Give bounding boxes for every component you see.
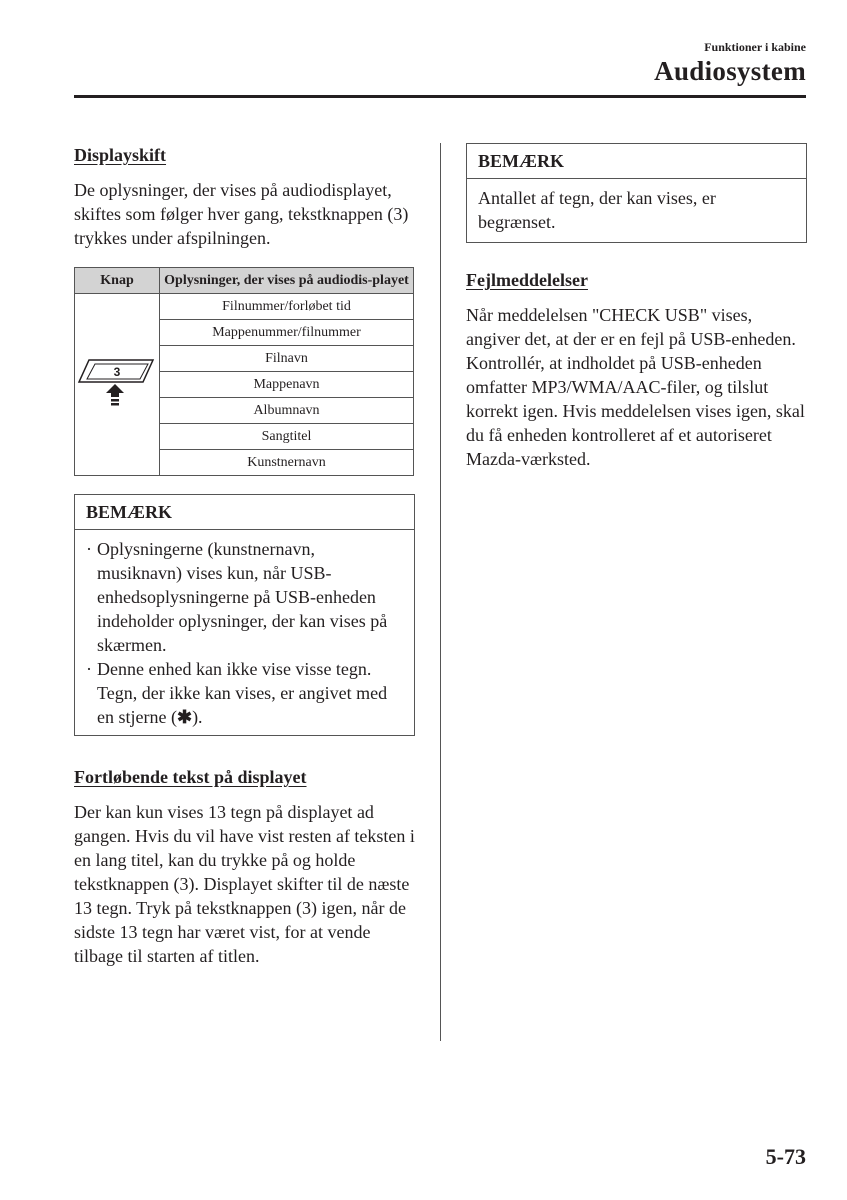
right-column bbox=[466, 143, 807, 471]
table-header-info: Oplysninger, der vises på audiodis-playet bbox=[160, 268, 414, 294]
note-title: BEMÆRK bbox=[75, 495, 414, 530]
left-column bbox=[74, 143, 415, 968]
asterisk-symbol: ✱ bbox=[176, 707, 193, 727]
table-row: Albumnavn bbox=[160, 398, 414, 424]
fejl-text: Når meddelelsen "CHECK USB" vises, angiver det, at der er en fejl på USB-enheden. Kontrollér, at indholdet på USB-enheden omfatter MP3/WMA/AAC-filer, og tilslut korrekt igen. Hvis meddelelsen vises igen, skal du få enheden kontrolleret af et autoriseret Mazda-værksted. bbox=[466, 305, 805, 469]
button-label-3: 3 bbox=[113, 365, 121, 379]
note-body: Antallet af tegn, der kan vises, er begrænset. bbox=[478, 188, 716, 232]
fortlobende-text: Der kan kun vises 13 tegn på displayet ad gangen. Hvis du vil have vist resten af teksten i en lang titel, kan du trykke på og holde tekstknappen (3). Displayet skifter til de næste 13 tegn. Tryk på tekstknappen (3) igen, når de sidste 13 tegn har været vist, for at vende tilbage til starten af titlen. bbox=[74, 802, 415, 966]
fortlobende-heading: Fortløbende tekst på displayet bbox=[74, 767, 307, 787]
note-box-left bbox=[74, 494, 415, 736]
column-divider bbox=[440, 143, 441, 1041]
note-title: BEMÆRK bbox=[467, 144, 806, 179]
note-box-right bbox=[466, 143, 807, 243]
table-row: Filnavn bbox=[160, 346, 414, 372]
fejl-heading: Fejlmeddelelser bbox=[466, 270, 588, 290]
table-row: Kunstnernavn bbox=[160, 450, 414, 476]
displayskift-heading: Displayskift bbox=[74, 145, 167, 165]
note-bullet-text: Oplysningerne (kunstnernavn, musiknavn) vises kun, når USB-enhedsoplysningerne på USB-enheden indeholder oplysninger, der kan vises på skærmen. bbox=[97, 539, 388, 655]
displayskift-text: De oplysninger, der vises på audiodisplayet, skiftes som følger hver gang, tekstknappen (3) trykkes under afspilningen. bbox=[74, 180, 409, 248]
button-cell bbox=[75, 294, 160, 476]
table-row: Sangtitel bbox=[160, 424, 414, 450]
table-row: Mappenavn bbox=[160, 372, 414, 398]
note-bullet: · Oplysningerne (kunstnernavn, musiknavn) vises kun, når USB-enhedsoplysningerne på USB-enheden indeholder oplysninger, der kan vises på skærmen. bbox=[86, 537, 403, 657]
table-header-knap: Knap bbox=[75, 268, 160, 294]
note-bullet: · Denne enhed kan ikke vise visse tegn. Tegn, der ikke kan vises, er angivet med en stjerne (✱). bbox=[86, 657, 403, 729]
note-bullet-text-2: Denne enhed kan ikke vise visse tegn. Tegn, der ikke kan vises, er angivet med en stjerne (✱). bbox=[97, 659, 388, 727]
table-row: Filnummer/forløbet tid bbox=[160, 294, 414, 320]
header-rule bbox=[74, 95, 806, 98]
display-info-table bbox=[74, 267, 414, 476]
table-row: Mappenummer/filnummer bbox=[160, 320, 414, 346]
page-number: 5-73 bbox=[765, 1144, 806, 1169]
page-title: Audiosystem bbox=[654, 56, 806, 86]
text-button-3-icon bbox=[77, 352, 157, 408]
note-body bbox=[75, 530, 414, 735]
section-label: Funktioner i kabine bbox=[704, 40, 806, 54]
